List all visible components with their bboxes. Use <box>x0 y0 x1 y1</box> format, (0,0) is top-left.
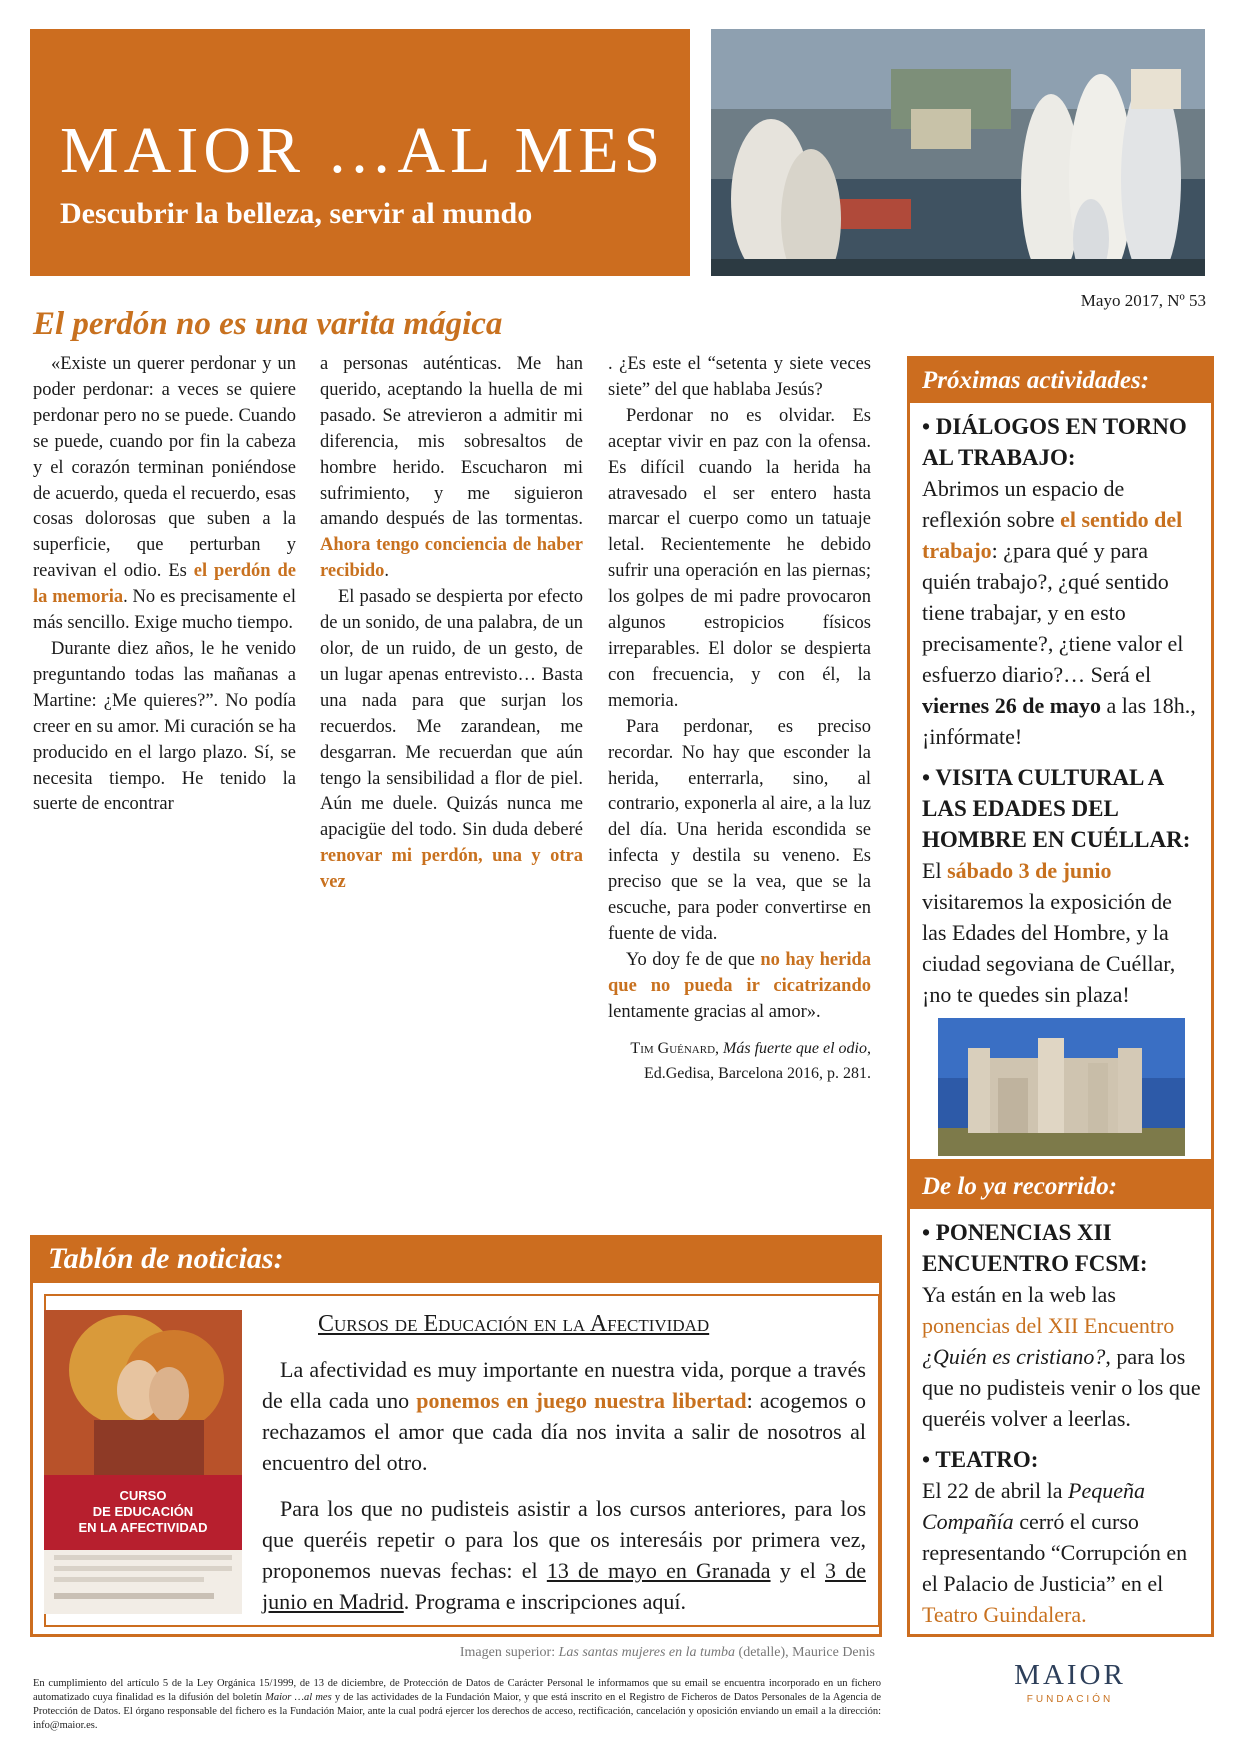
painting-illustration <box>711 29 1205 276</box>
poster-line: CURSO <box>119 1488 167 1503</box>
legal-text: En cumplimiento del artículo 5 de la Ley Orgánica 15/1999, de 13 de diciembre, de Protección de Datos de Carácter Personal le informamos que su email se encuentra incorporado en un fichero automatizado cuya finalidad es la difusión del boletín <box>33 1678 881 1703</box>
past-heading: De lo ya recorrido: <box>910 1165 1211 1209</box>
paragraph-text: Para perdonar, es preciso recordar. No hay que esconder la herida, enterrarla, sino, al contrario, exponerla al aire, a la luz del día. Una herida escondida se infecta y destila su veneno. Es preciso que se la vea, que se la escuche, para poder convertirse en fuente de vida. <box>608 716 871 944</box>
activity-description <box>922 855 1201 1010</box>
caption-text: (detalle), Maurice Denis <box>735 1645 875 1660</box>
article-source: Tim Guénard, Más fuerte que el odio, Ed.Gedisa, Barcelona 2016, p. 281. <box>630 1039 871 1082</box>
talks-link[interactable]: ponencias del XII Encuentro <box>922 1313 1175 1338</box>
course-text: : acogemos o rechazamos el amor que cada día nos invita a salir de nosotros al encuentro del otro. <box>262 1388 866 1475</box>
course-text: Para los que no pudisteis asistir a los cursos anteriores, para los que queréis repetir o para los que os interesáis por primera vez, proponemos nuevas fechas: el <box>262 1496 866 1583</box>
issue-date: Mayo 2017, Nº 53 <box>1080 291 1206 310</box>
legal-notice <box>33 1677 881 1733</box>
activity-date: viernes 26 de mayo <box>922 693 1102 718</box>
past-text: , para los que no pudisteis venir o los que queréis volver a leerlas. <box>922 1344 1201 1431</box>
article-paragraph <box>608 715 871 948</box>
article-paragraph <box>320 585 583 896</box>
article-paragraph <box>608 352 871 404</box>
activity-title: • DIÁLOGOS EN TORNO AL TRABAJO: <box>922 414 1187 470</box>
paragraph-text: . <box>384 561 390 582</box>
paragraph-text: Yo doy fe de que <box>626 949 761 970</box>
paragraph-text: . ¿Es este el “setenta y siete veces siete” del que hablaba Jesús? <box>608 354 871 400</box>
past-text: cerró el curso representando “Corrupción en el Palacio de Justicia” en el <box>922 1509 1188 1596</box>
legal-newsletter-name: Maior …al mes <box>265 1692 332 1703</box>
castle-photo <box>938 1018 1185 1156</box>
past-item-description <box>922 1279 1201 1434</box>
activity-text: El <box>922 858 948 883</box>
source-publisher: Ed.Gedisa, Barcelona 2016, p. 281. <box>643 1064 871 1082</box>
caption-title: Las santas mujeres en la tumba <box>558 1645 736 1660</box>
noticeboard-heading: Tablón de noticias: <box>30 1235 882 1283</box>
article-paragraph <box>608 404 871 715</box>
activity-text: Abrimos un espacio de reflexión sobre <box>922 476 1125 532</box>
poster-illustration <box>44 1310 242 1614</box>
article-column-1 <box>33 352 296 818</box>
image-caption <box>455 1645 875 1661</box>
activity-date-link[interactable]: sábado 3 de junio <box>947 858 1112 883</box>
past-text: El 22 de abril la <box>922 1478 1069 1503</box>
caption-text: Imagen superior: <box>459 1645 559 1660</box>
newsletter-subtitle: Descubrir la belleza, servir al mundo <box>60 197 533 230</box>
theatre-link[interactable]: Teatro Guindalera. <box>922 1602 1087 1627</box>
course-text: . Programa e inscripciones aquí. <box>403 1589 687 1614</box>
past-text: Ya están en la web las <box>922 1282 1116 1307</box>
legal-text: y de las actividades de la Fundación Maior, y que está inscrito en el Registro de Ficheros de Datos Personales de la Agencia de Protección de Datos. El órgano responsable del fichero es la Fundación Maior, ante la cual podrá ejercer los derechos de acceso, rectificación, cancelación y oposición enviando un email a la dirección: info@maior.es. <box>33 1692 881 1731</box>
encounter-title: ¿Quién es cristiano? <box>922 1344 1106 1369</box>
course-poster <box>44 1310 242 1614</box>
activity-text: visitaremos la exposición de las Edades del Hombre, y la ciudad segoviana de Cuéllar, ¡no te quedes sin plaza! <box>922 889 1176 1007</box>
paragraph-text: «Existe un querer perdonar y un poder perdonar: a veces se quiere perdonar pero no se puede. Cuando se puede, cuando por fin la cabeza y el corazón terminan poniéndose de acuerdo, queda el recuerdo, esas cosas dolorosas que suben a la superficie, que perturban y reavivan el odio. Es <box>33 354 296 582</box>
activity-title: • VISITA CULTURAL A LAS EDADES DEL HOMBRE EN CUÉLLAR: <box>922 765 1191 852</box>
course-paragraph <box>262 1493 866 1617</box>
source-book: Más fuerte que el odio <box>723 1039 867 1057</box>
highlight-text: renovar mi perdón, una y otra vez <box>320 846 583 893</box>
paragraph-text: Perdonar no es olvidar. Es aceptar vivir en paz con la ofensa. Es difícil cuando la herida ha atravesado el ser entero hasta marcar el cuerpo como un tatuaje letal. Recientemente he debido sufrir una operación en las piernas; los golpes de mi padre provocaron algunos estropicios físicos irreparables. El dolor se despierta con frecuencia, y con él, la memoria. <box>608 405 871 711</box>
past-activities-panel <box>907 1162 1214 1637</box>
course-highlight: ponemos en juego nuestra libertad <box>416 1388 747 1413</box>
highlight-text: no hay herida que no pueda ir cicatrizando <box>608 949 871 996</box>
highlight-text: Ahora tengo conciencia de haber recibido <box>320 535 583 582</box>
upcoming-activities-panel <box>907 356 1214 1162</box>
highlight-text: el perdón de la memoria <box>33 561 296 608</box>
logo-wordmark: MAIOR <box>1014 1659 1126 1691</box>
past-item-title: • TEATRO: <box>922 1447 1039 1472</box>
activity-text: : ¿para qué y para quién trabajo?, ¿qué sentido tiene trabajar, y en esto precisamente?, ¿tiene valor el esfuerzo diario?… Será el <box>922 538 1184 687</box>
article-paragraph <box>608 948 871 1026</box>
company-name: Pequeña Compañía <box>922 1478 1145 1534</box>
upcoming-heading: Próximas actividades: <box>910 359 1211 403</box>
header-painting <box>711 29 1205 276</box>
article-column-3 <box>608 352 871 1086</box>
past-item-description <box>922 1475 1201 1630</box>
poster-line: EN LA AFECTIVIDAD <box>78 1520 208 1535</box>
logo-subtitle: FUNDACIÓN <box>1026 1694 1114 1705</box>
activity-link[interactable]: el sentido del trabajo <box>922 507 1183 563</box>
article-column-2 <box>320 352 583 896</box>
course-title: Cursos de Educación en la Afectividad <box>318 1311 710 1337</box>
masthead-banner <box>30 29 690 276</box>
article-paragraph <box>33 637 296 818</box>
paragraph-text: . No es precisamente el más sencillo. Exige mucho tiempo. <box>33 587 296 634</box>
maior-logo <box>1000 1659 1140 1705</box>
paragraph-text: Durante diez años, le he venido preguntando todas las mañanas a Martine: ¿Me quieres?”. No podía creer en su amor. Mi curación se ha producido en el largo plazo. Sí, se necesita tiempo. He tenido la suerte de encontrar <box>33 638 297 815</box>
newsletter-title: MAIOR …AL MES <box>60 114 666 187</box>
activity-text: a las 18h., ¡infórmate! <box>922 693 1196 749</box>
course-text: La afectividad es muy importante en nuestra vida, porque a través de ella cada uno <box>262 1357 866 1413</box>
granada-date-link[interactable]: 13 de mayo en Granada <box>546 1558 771 1583</box>
activity-description <box>922 473 1201 752</box>
paragraph-text: El pasado se despierta por efecto de un sonido, de una palabra, de un olor, de un ruido, de un gesto, de un lugar apenas entrevisto… Basta una nada para que surjan los recuerdos. Me zarandean, me desgarran. Me recuerdan que aún tengo la sensibilidad a flor de piel. Aún me duele. Quizás nunca me apacigüe del todo. Sin duda deberé <box>320 587 583 841</box>
paragraph-text: a personas auténticas. Me han querido, aceptando la huella de mi pasado. Se atrevieron a admitir mi diferencia, mis sobresaltos de hombre herido. Escucharon mi sufrimiento, y me siguieron amando después de las tormentas. <box>320 354 583 530</box>
paragraph-text: lentamente gracias al amor». <box>608 1001 821 1022</box>
article-paragraph <box>33 352 296 637</box>
course-paragraph <box>262 1354 866 1478</box>
course-description <box>262 1354 866 1632</box>
madrid-date-link[interactable]: 3 de junio en Madrid <box>262 1558 866 1614</box>
article-paragraph <box>320 352 583 585</box>
source-author: Tim Guénard <box>630 1039 716 1057</box>
article-title: El perdón no es una varita mágica <box>33 306 503 342</box>
course-text: y el <box>770 1558 826 1583</box>
poster-line: DE EDUCACIÓN <box>92 1504 194 1519</box>
past-item-title: • PONENCIAS XII ENCUENTRO FCSM: <box>922 1220 1148 1276</box>
